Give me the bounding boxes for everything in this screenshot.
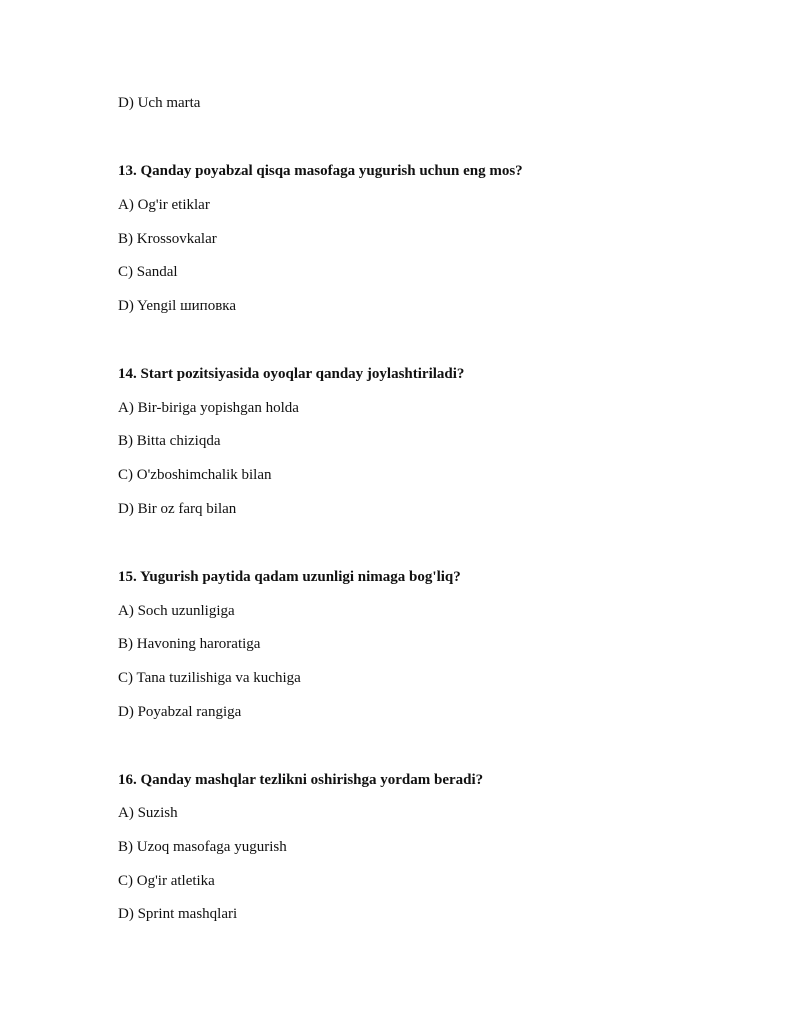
question-14-option-c: C) O'zboshimchalik bilan [118,467,272,483]
question-16-title: 16. Qanday mashqlar tezlikni oshirishga yordam beradi? [118,772,484,788]
question-15-option-d: D) Poyabzal rangiga [118,704,242,720]
question-15-option-a: A) Soch uzunligiga [118,603,235,619]
question-15-title: 15. Yugurish paytida qadam uzunligi nimaga bog'liq? [118,569,461,585]
question-16-option-d: D) Sprint mashqlari [118,906,238,922]
question-13-option-b: B) Krossovkalar [118,231,217,247]
question-13-title: 13. Qanday poyabzal qisqa masofaga yugurish uchun eng mos? [118,163,523,179]
question-16-option-b: B) Uzoq masofaga yugurish [118,839,287,855]
question-14-title: 14. Start pozitsiyasida oyoqlar qanday joylashtiriladi? [118,366,465,382]
question-15-option-c: C) Tana tuzilishiga va kuchiga [118,670,301,686]
question-14-option-b: B) Bitta chiziqda [118,433,221,449]
question-16-option-a: A) Suzish [118,805,178,821]
option-d-question-12: D) Uch marta [118,95,201,111]
question-14-option-a: A) Bir-biriga yopishgan holda [118,400,299,416]
question-13-option-a: A) Og'ir etiklar [118,197,210,213]
question-14-option-d: D) Bir oz farq bilan [118,501,237,517]
question-15-option-b: B) Havoning haroratiga [118,636,261,652]
question-13-option-d: D) Yengil шиповка [118,298,237,314]
question-16-option-c: C) Og'ir atletika [118,873,215,889]
question-13-option-c: C) Sandal [118,264,178,280]
